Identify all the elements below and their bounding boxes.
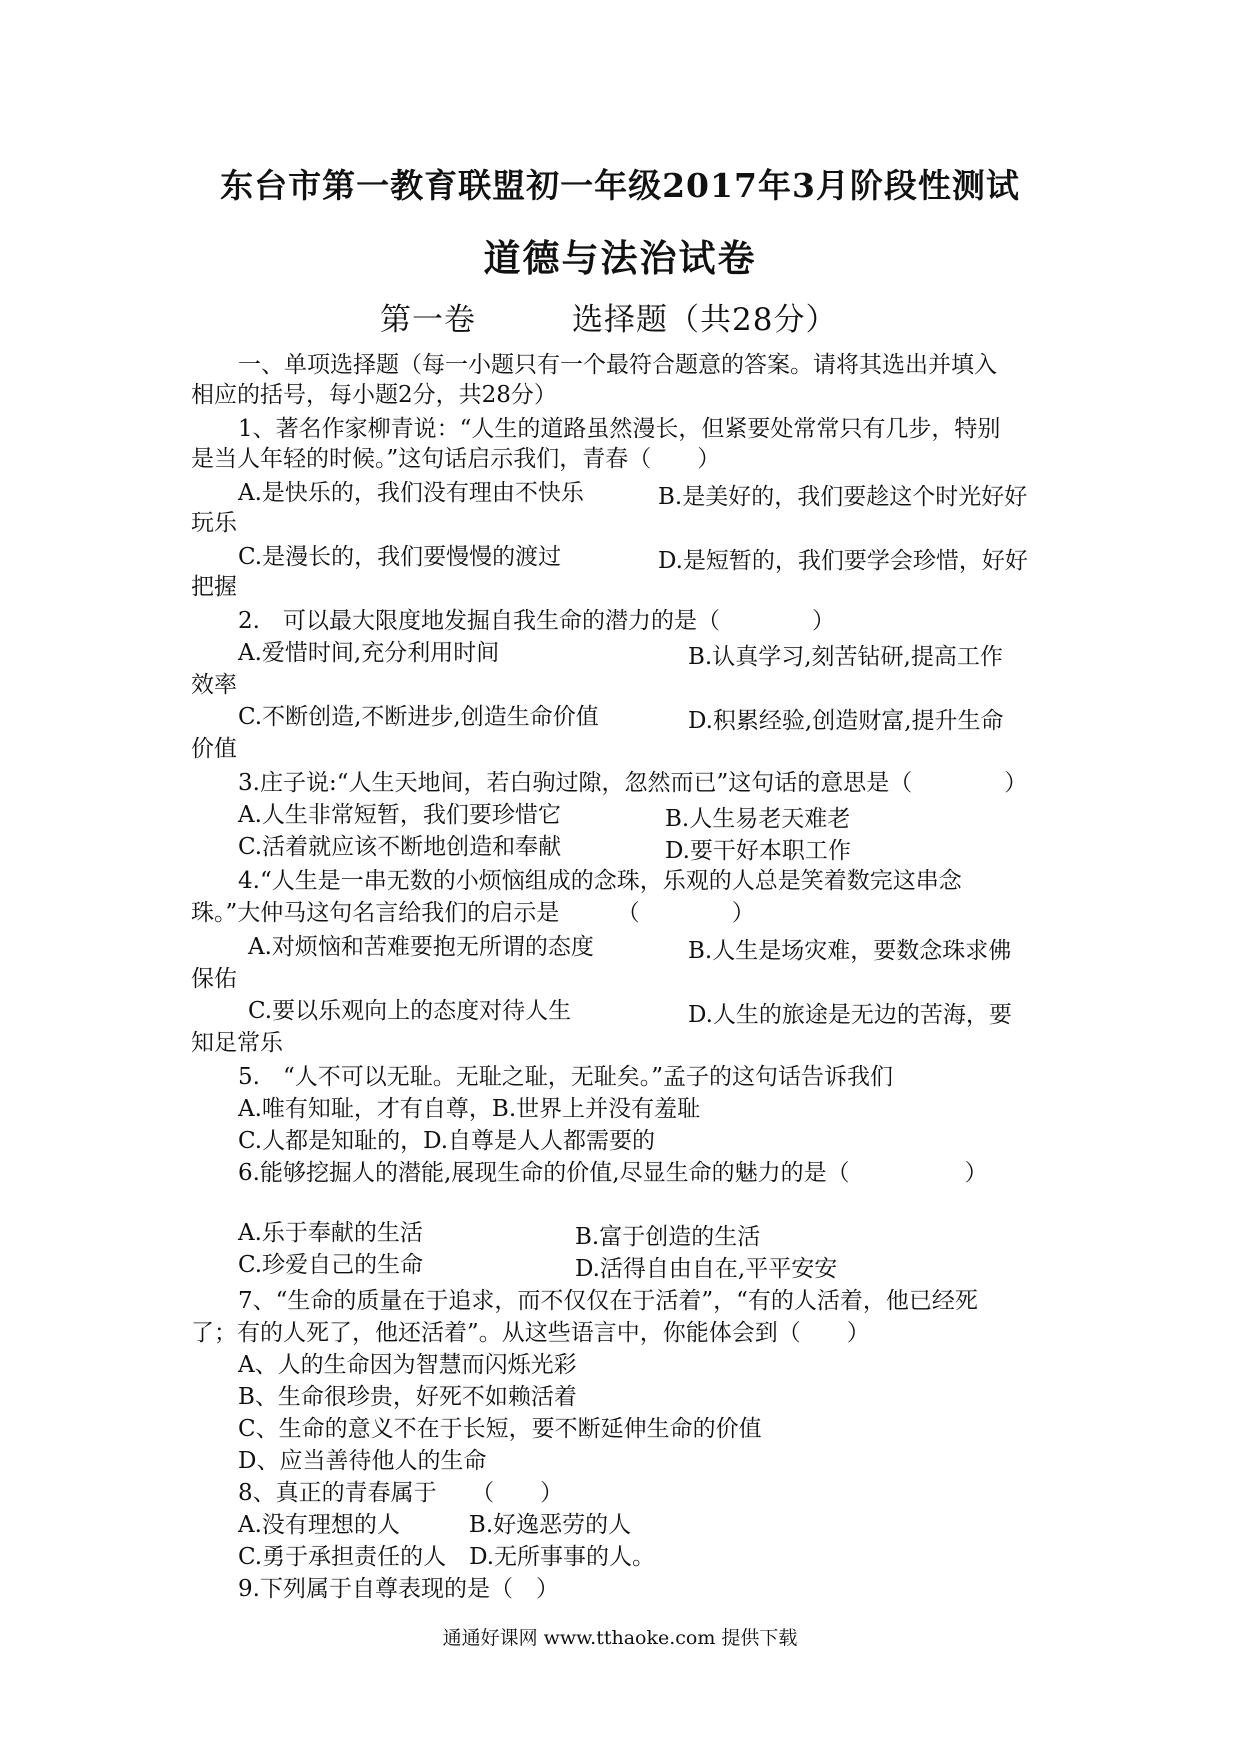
q5-options-ab: A.唯有知耻，才有自尊，B.世界上并没有羞耻	[238, 1096, 701, 1122]
q3-option-d: D.要干好本职工作	[665, 838, 851, 864]
q1-option-a: A.是快乐的，我们没有理由不快乐	[238, 480, 584, 506]
q1-stem-line-1: 1、著名作家柳青说：“人生的道路虽然漫长，但紧要处常常只有几步，特别	[238, 416, 1001, 442]
q2-option-c: C.不断创造,不断进步,创造生命价值	[238, 704, 599, 730]
section-part: 第一卷	[380, 302, 476, 338]
q3-option-c: C.活着就应该不断地创造和奉献	[238, 834, 562, 860]
q2-option-d: D.积累经验,创造财富,提升生命	[688, 708, 1004, 734]
q4-option-c: C.要以乐观向上的态度对待人生	[248, 998, 572, 1024]
q8-options-cd: C.勇于承担责任的人 D.无所事事的人。	[238, 1544, 656, 1570]
q2-option-d-cont: 价值	[191, 736, 237, 762]
q9-stem: 9.下列属于自尊表现的是（ ）	[238, 1576, 559, 1602]
q5-options-cd: C.人都是知耻的，D.自尊是人人都需要的	[238, 1128, 656, 1154]
q6-option-a: A.乐于奉献的生活	[238, 1220, 423, 1246]
q8-options-ab: A.没有理想的人 B.好逸恶劳的人	[238, 1512, 632, 1538]
q1-option-b: B.是美好的，我们要趁这个时光好好	[658, 484, 1028, 510]
q2-stem: 2. 可以最大限度地发掘自我生命的潜力的是（ ）	[238, 608, 835, 634]
instructions-line-1: 一、单项选择题（每一小题只有一个最符合题意的答案。请将其选出并填入	[238, 352, 997, 378]
q7-stem-line-1: 7、“生命的质量在于追求，而不仅仅在于活着”，“有的人活着，他已经死	[238, 1288, 978, 1314]
q6-option-c: C.珍爱自己的生命	[238, 1252, 424, 1278]
q7-option-b: B、生命很珍贵，好死不如赖活着	[238, 1384, 577, 1410]
section-heading	[380, 294, 837, 339]
exam-subtitle: 道德与法治试卷	[483, 236, 757, 280]
q1-option-d-cont: 把握	[191, 574, 237, 600]
q6-option-d: D.活得自由自在,平平安安	[575, 1256, 838, 1282]
instructions-line-2: 相应的括号，每小题2分，共28分）	[191, 382, 557, 408]
q5-stem: 5. “人不可以无耻。无耻之耻，无耻矣。”孟子的这句话告诉我们	[238, 1064, 893, 1090]
q7-stem-line-2: 了；有的人死了，他还活着”。从这些语言中，你能体会到（ ）	[191, 1320, 870, 1346]
q1-option-d: D.是短暂的，我们要学会珍惜，好好	[658, 548, 1028, 574]
q4-option-d-cont: 知足常乐	[191, 1030, 283, 1056]
q6-option-b: B.富于创造的生活	[575, 1224, 761, 1250]
q4-option-b: B.人生是场灾难，要数念珠求佛	[688, 938, 1012, 964]
q2-option-b: B.认真学习,刻苦钻研,提高工作	[688, 644, 1003, 670]
q1-option-b-cont: 玩乐	[191, 510, 237, 536]
q1-option-c: C.是漫长的，我们要慢慢的渡过	[238, 544, 562, 570]
q4-option-a: A.对烦恼和苦难要抱无所谓的态度	[248, 934, 594, 960]
q4-stem-line-1: 4.“人生是一串无数的小烦恼组成的念珠，乐观的人总是笑着数完这串念	[238, 868, 962, 894]
q7-option-d: D、应当善待他人的生命	[238, 1448, 487, 1474]
q4-option-b-cont: 保佑	[191, 966, 237, 992]
q3-stem: 3.庄子说:“人生天地间，若白驹过隙，忽然而已”这句话的意思是（ ）	[238, 770, 1028, 796]
q2-option-b-cont: 效率	[191, 672, 237, 698]
section-type: 选择题（共28分）	[572, 302, 838, 338]
page-footer: 通通好课网 www.tthaoke.com 提供下载	[442, 1627, 798, 1649]
q7-option-a: A、人的生命因为智慧而闪烁光彩	[238, 1352, 577, 1378]
q8-stem: 8、真正的青春属于 （ ）	[238, 1480, 564, 1506]
q1-stem-line-2: 是当人年轻的时候。”这句话启示我们，青春（ ）	[191, 446, 721, 472]
q3-option-b: B.人生易老天难老	[665, 806, 851, 832]
q6-stem: 6.能够挖掘人的潜能,展现生命的价值,尽显生命的魅力的是（ ）	[238, 1160, 988, 1186]
q4-option-d: D.人生的旅途是无边的苦海，要	[688, 1002, 1012, 1028]
q2-option-a: A.爱惜时间,充分利用时间	[238, 640, 500, 666]
q4-stem-line-2: 珠。”大仲马这句名言给我们的启示是 （ ）	[191, 900, 755, 926]
q3-option-a: A.人生非常短暂，我们要珍惜它	[238, 802, 561, 828]
q7-option-c: C、生命的意义不在于长短，要不断延伸生命的价值	[238, 1416, 762, 1442]
exam-title: 东台市第一教育联盟初一年级2017年3月阶段性测试	[220, 166, 1020, 205]
